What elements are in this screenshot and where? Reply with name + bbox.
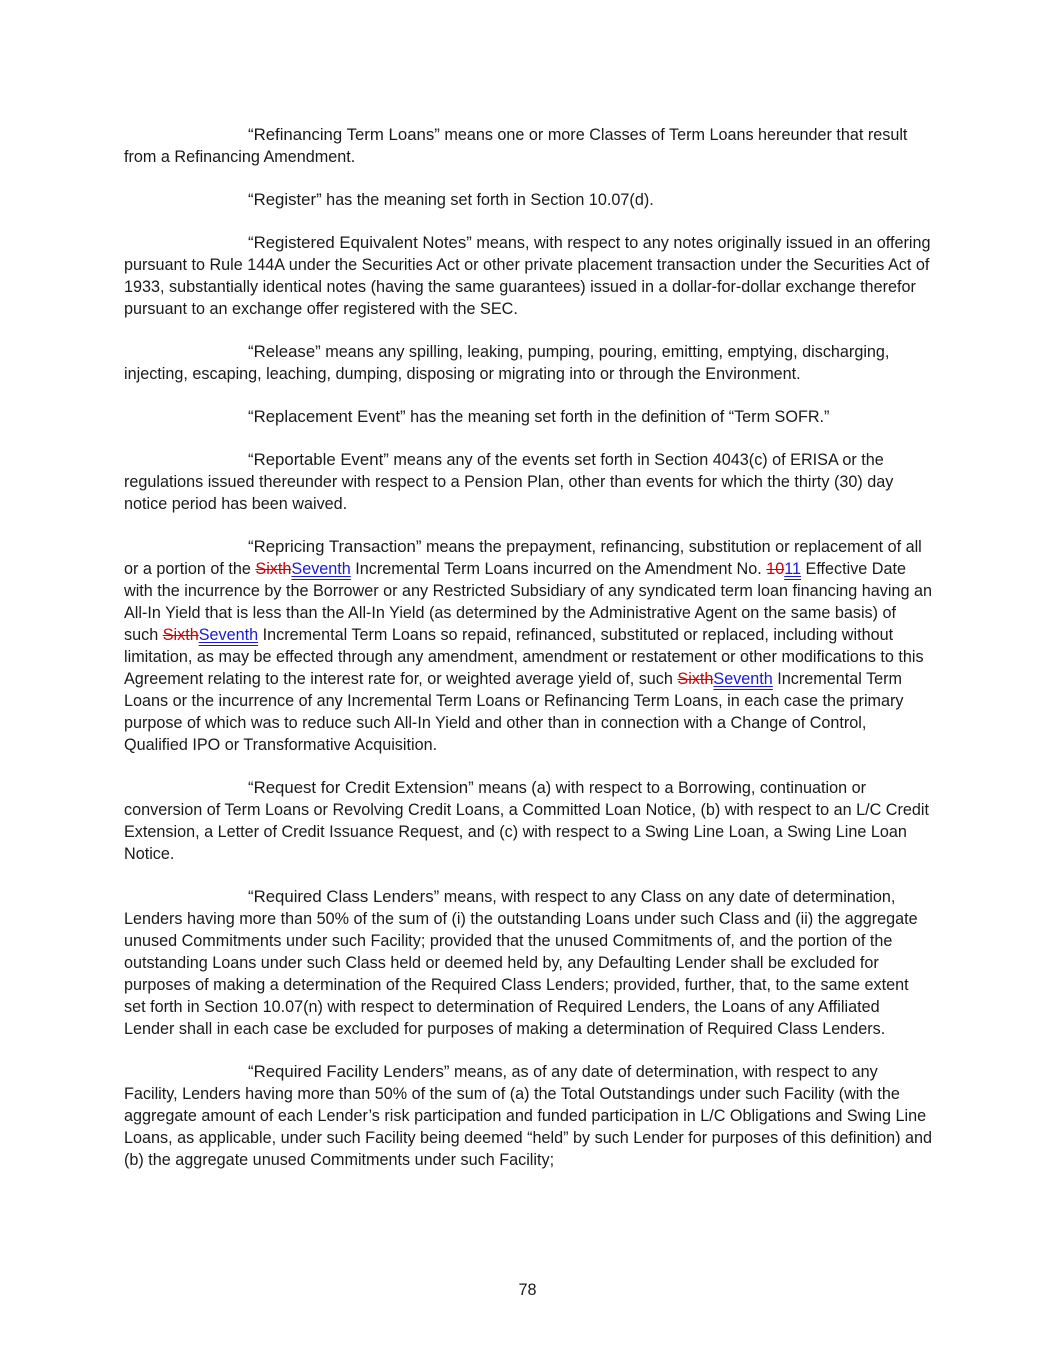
definition-text: means one or more Classes of Term Loans hereunder that result from a Refinancing Amendment. xyxy=(124,126,908,166)
deleted-text: Sixth xyxy=(677,670,714,688)
definition-required-facility-lenders xyxy=(124,1061,934,1171)
defined-term: “Reportable Event” xyxy=(248,450,389,469)
definition-refinancing-term-loans xyxy=(124,124,934,168)
definition-text-segment: Incremental Term Loans or the incurrence of any Incremental Term Loans or Refinancing Term Loans, in each case the primary purpose of which was to reduce such All-In Yield and other than in connection with a Change of Control, Qualified IPO or Transformative Acquisition. xyxy=(124,670,904,754)
page-number: 78 xyxy=(518,1281,537,1299)
defined-term: “Required Class Lenders” xyxy=(248,887,440,906)
defined-term: “Required Facility Lenders” xyxy=(248,1062,450,1081)
defined-term: “Request for Credit Extension” xyxy=(248,778,474,797)
inserted-text: 11 xyxy=(784,560,802,578)
definition-text: means, as of any date of determination, with respect to any Facility, Lenders having more than 50% of the sum of (a) the Total Outstandings under such Facility (with the aggregate amount of each Lender’s risk participation and funded participation in L/C Obligations and Swing Line Loans, as applicable, under such Facility being deemed “held” by such Lender for purposes of this definition) and (b) the aggregate unused Commitments under such Facility; xyxy=(124,1063,933,1169)
definition-register xyxy=(124,189,934,211)
definition-request-for-credit-extension xyxy=(124,777,934,865)
inserted-text: Seventh xyxy=(291,560,351,578)
definition-text-segment: Incremental Term Loans incurred on the Amendment No. xyxy=(350,560,767,578)
document-page xyxy=(124,124,934,1192)
definition-repricing-transaction xyxy=(124,536,934,756)
defined-term: “Registered Equivalent Notes” xyxy=(248,233,472,252)
definition-replacement-event xyxy=(124,406,934,428)
defined-term: “Release” xyxy=(248,342,321,361)
definition-release xyxy=(124,341,934,385)
defined-term: “Refinancing Term Loans” xyxy=(248,125,440,144)
definition-text: means any spilling, leaking, pumping, pouring, emitting, emptying, discharging, injecting, escaping, leaching, dumping, disposing or migrating into or through the Environment. xyxy=(124,343,890,383)
inserted-text: Seventh xyxy=(713,670,773,688)
definition-text: has the meaning set forth in the definition of “Term SOFR.” xyxy=(405,408,830,426)
definition-text: means, with respect to any Class on any date of determination, Lenders having more than 50% of the sum of (i) the outstanding Loans under such Class and (ii) the aggregate unused Commitments under such Facility; provided that the unused Commitments of, and the portion of the outstanding Loans under such Class held or deemed held by, any Defaulting Lender shall be excluded for purposes of making a determination of the Required Class Lenders; provided, further, that, to the same extent set forth in Section 10.07(n) with respect to determination of Required Lenders, the Loans of any Affiliated Lender shall in each case be excluded for purposes of making a determination of Required Class Lenders. xyxy=(124,888,918,1038)
defined-term: “Register” xyxy=(248,190,322,209)
deleted-text: Sixth xyxy=(255,560,292,578)
definition-text: has the meaning set forth in Section 10.07(d). xyxy=(321,191,654,209)
definition-registered-equivalent-notes xyxy=(124,232,934,320)
definition-text: means any of the events set forth in Section 4043(c) of ERISA or the regulations issued thereunder with respect to a Pension Plan, other than events for which the thirty (30) day notice period has been waived. xyxy=(124,451,894,513)
definition-text-segment: Incremental Term Loans so repaid, refinanced, substituted or replaced, including without limitation, as may be effected through any amendment, amendment or restatement or other modifications to this Agreement relating to the interest rate for, or weighted average yield of, such xyxy=(124,626,924,688)
definition-required-class-lenders xyxy=(124,886,934,1040)
defined-term: “Repricing Transaction” xyxy=(248,537,422,556)
defined-term: “Replacement Event” xyxy=(248,407,406,426)
definition-text-segment: means the prepayment, refinancing, substitution or replacement of all or a portion of the xyxy=(124,538,922,578)
definition-text-segment: Effective Date with the incurrence by the Borrower or any Restricted Subsidiary of any syndicated term loan financing having an All-In Yield that is less than the All-In Yield (as determined by the Administrative Agent on the same basis) of such xyxy=(124,560,932,644)
definition-reportable-event xyxy=(124,449,934,515)
inserted-text: Seventh xyxy=(198,626,259,644)
definition-text: means (a) with respect to a Borrowing, continuation or conversion of Term Loans or Revolving Credit Loans, a Committed Loan Notice, (b) with respect to an L/C Credit Extension, a Letter of Credit Issuance Request, and (c) with respect to a Swing Line Loan, a Swing Line Loan Notice. xyxy=(124,779,929,863)
deleted-text: Sixth xyxy=(162,626,199,644)
deleted-text: 10 xyxy=(766,560,785,578)
definition-text: means, with respect to any notes originally issued in an offering pursuant to Rule 144A under the Securities Act or other private placement transaction under the Securities Act of 1933, substantially identical notes (having the same guarantees) issued in a dollar-for-dollar exchange therefor pursuant to an exchange offer registered with the SEC. xyxy=(124,234,931,318)
